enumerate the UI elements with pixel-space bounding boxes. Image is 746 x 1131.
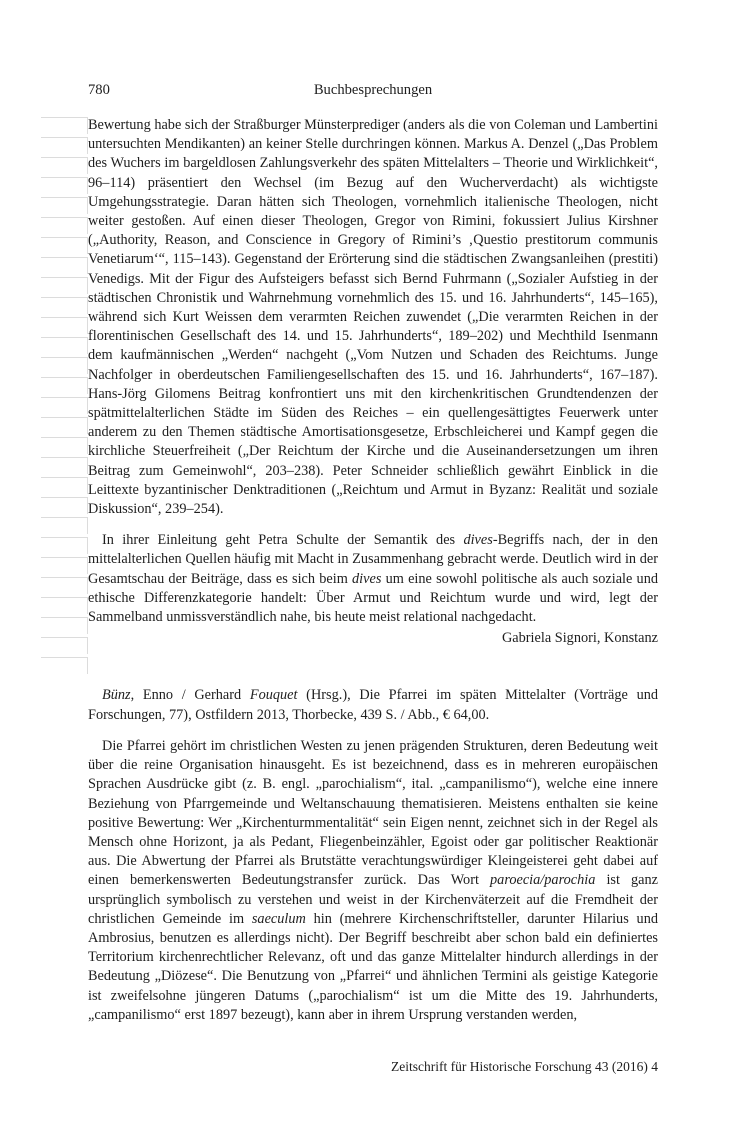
margin-box <box>41 657 88 674</box>
latin-term: saeculum <box>251 910 306 927</box>
review1-paragraph-1: Bewertung habe sich der Straßburger Münsterprediger (anders als die von Coleman und Lambertini untersuchten Mendikanten) an keiner Stelle durchringen können. Markus A. Denzel („Das Problem des Wuchers im bargeldlosen Zahlungsverkehr des späten Mittelalters – Theorie und Wirklichkeit“, 96–114) präsentiert den Wechsel (im Bezug auf den Wucherverdacht) als wichtigste Umgehungsstrategie. Daran hätten sich Theologen, vornehmlich italienische Theologen, nicht weiter gestoßen. Auf einen dieser Theologen, Gregor von Rimini, fokussiert Julius Kirshner („Authority, Reason, and Conscience in Gregory of Rimini’s ‚Questio prestitorum communis Venetiarum‘“, 115–143). Gegenstand der Erörterung sind die städtischen Zwangsanleihen (prestiti) Venedigs. Mit der Figur des Aufsteigers befasst sich Bernd Fuhrmann („Sozialer Aufstieg in der städtischen Chronistik und Wahrnehmung vornehmlich des 15. und 16. Jahrhunderts“, 145–165), während sich Kurt Weissen dem verarmten Reichen zuwendet („Die verarmten Reichen in der florentinischen Gesellschaft des 14. und 15. Jahrhunderts“, 189–202) und Mechthild Isenmann dem kaufmännischen „Werden“ nachgeht („Vom Nutzen und Schaden des Reichtums. Junge Nachfolger in oberdeutschen Familiengesellschaften des 15. und 16. Jahrhunderts“, 167–187). Hans-Jörg Gilomens Beitrag konfrontiert uns mit den kirchenkritischen Grundtendenzen der spätmittelalterlichen Städte im Süden des Reiches – ein quellengesättigtes Feuerwerk unter anderem zu den Themen städtische Amortisationsgesetze, Erbschleicherei und Kampf gegen die kirchliche Steuerfreiheit („Der Reichtum der Kirche und die Auseinandersetzungen um ihren Beitrag zum Gemeinwohl“, 203–238). Peter Schneider schließlich gewährt Einblick in die Leittexte byzantinischer Denktraditionen („Reichtum und Armut in Byzanz: Realität und soziale Diskussion“, 239–254). <box>88 117 658 518</box>
margin-box <box>41 237 88 254</box>
margin-box <box>41 177 88 194</box>
text-run: Die Pfarrei gehört im christlichen Westen zu jenen prägenden Strukturen, deren Bedeutung weit über die reine Organisation hinausgeht. Es ist bezeichnend, dass es in mehreren europäischen Sprachen Ausdrücke gibt (z. B. engl. „parochialism“, ital. „campanilismo“), welche eine innere Beziehung von Pfarrgemeinde und Weltanschauung thematisieren. Meistens enthalten sie keine positive Bewertung: Wer „Kirchenturmmentalität“ sein Eigen nennt, zeichnet sich in der Regel als Mensch ohne Horizont, ja als Pedant, Fliegenbeinzähler, Egoist oder gar politischer Reaktionär aus. Die Abwertung der Pfarrei als Brutstätte verachtungswürdiger Kleingeisterei geht dabei auf einen bemerkenswerten Bedeutungstransfer zurück. Das Wort <box>88 737 658 889</box>
margin-box <box>41 437 88 454</box>
review2-paragraph-1 <box>88 737 658 1025</box>
page-body <box>88 116 658 1025</box>
margin-box <box>41 257 88 274</box>
margin-box <box>41 477 88 494</box>
margin-line-boxes <box>41 117 87 677</box>
text-run: hin (mehrere Kirchenschriftsteller, darunter Hilarius und Ambrosius, benutzen es allerdings nicht). Der Begriff beschreibt aber schon bald ein definiertes Territorium kirchenrechtlicher Relevanz, oft und das ganze Mittelalter hindurch allerdings in der Bedeutung „Diözese“. Die Benutzung von „Pfarrei“ und ähnlichen Termini als geistige Kategorie ist zweifelsohne jüngeren Datums („parochialism“ ist um die Mitte des 19. Jahrhunderts, „campanilismo“ erst 1897 bezeugt), kann aber in ihrem Ursprung verstanden werden, <box>88 910 658 1023</box>
margin-box <box>41 617 88 634</box>
margin-box <box>41 337 88 354</box>
margin-box <box>41 557 88 574</box>
latin-term: paroecia/parochia <box>490 872 596 889</box>
text-run: um eine sowohl politische als auch soziale und ethische Differenzkategorie handelt: Über Armut und Reichtum wurde und wird, legt der Sammelband unmissverständlich nahe, bis heute meist relational nachgedacht. <box>88 570 658 626</box>
margin-box <box>41 117 88 134</box>
margin-box <box>41 517 88 534</box>
margin-box <box>41 297 88 314</box>
margin-box <box>41 397 88 414</box>
margin-box <box>41 537 88 554</box>
term-dives: dives <box>463 532 493 549</box>
margin-box <box>41 157 88 174</box>
margin-box <box>41 457 88 474</box>
margin-box <box>41 597 88 614</box>
editor-surname: Fouquet <box>249 687 298 704</box>
running-title: Buchbesprechungen <box>313 82 433 98</box>
citation-text: (Hrsg.), Die Pfarrei im späten Mittelalter (Vorträge und Forschungen, 77), Ostfildern 2013, Thorbecke, 439 S. / Abb., € 64,00. <box>88 687 659 723</box>
margin-box <box>41 377 88 394</box>
margin-box <box>41 317 88 334</box>
page-number: 780 <box>88 82 110 98</box>
margin-box <box>41 357 88 374</box>
reviewer-signature: Gabriela Signori, Konstanz <box>501 630 658 647</box>
margin-box <box>41 637 88 654</box>
margin-box <box>41 197 88 214</box>
margin-box <box>41 497 88 514</box>
margin-box <box>41 137 88 154</box>
margin-box <box>41 417 88 434</box>
text-run: ist ganz ursprünglich symbolisch zu verstehen und weist in der Kirchenväterzeit auf die Fremdheit der christlichen Gemeinde im <box>88 872 658 927</box>
term-dives: dives <box>352 570 382 587</box>
margin-box <box>41 277 88 294</box>
review2-citation <box>88 686 658 724</box>
review1-paragraph-2 <box>88 531 658 627</box>
margin-box <box>41 577 88 594</box>
text-run: , Enno / Gerhard <box>130 687 250 704</box>
text-run: -Begriffs nach, der in den mittelalterlichen Quellen häufig mit Macht in Zusammenhang gebracht werde. Deutlich wird in der Gesamtschau der Beiträge, dass es sich beim <box>88 532 658 587</box>
page-header <box>88 82 658 102</box>
editor-surname: Bünz <box>102 687 131 704</box>
margin-box <box>41 217 88 234</box>
journal-footer: Zeitschrift für Historische Forschung 43 (2016) 4 <box>391 1059 658 1074</box>
text-run: In ihrer Einleitung geht Petra Schulte der Semantik des <box>102 532 464 549</box>
